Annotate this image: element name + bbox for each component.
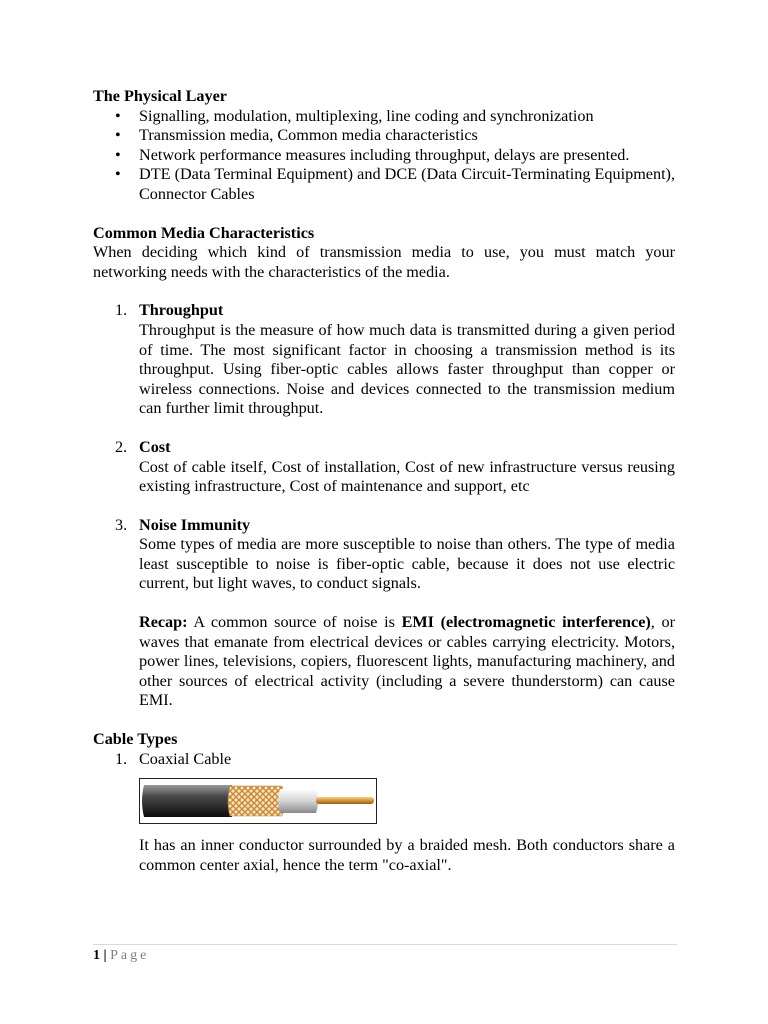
section-heading-cable-types: Cable Types [93, 730, 178, 749]
recap-text-post: , or waves that emanate from electrical devices or cables carrying electricity. Motors, power lines, televisions, copiers, fluorescent lights, manufacturing machinery, and other sources of electrical activity (including a severe thunderstorm) can cause EMI. [139, 613, 676, 710]
media-intro-paragraph: When deciding which kind of transmission media to use, you must match your networking needs with the characteristics of the media. [93, 243, 675, 281]
item-title-coaxial: Coaxial Cable [139, 749, 232, 768]
item-title-throughput: Throughput [139, 301, 224, 320]
cable-types-list [93, 750, 675, 876]
recap-term-emi: EMI (electromagnetic interference) [401, 613, 651, 632]
section-heading-media-characteristics: Common Media Characteristics [93, 223, 315, 242]
bullet-item: • DTE (Data Terminal Equipment) and DCE (Data Circuit-Terminating Equipment), Connector Cables [93, 165, 675, 204]
list-number: 3. [115, 515, 128, 534]
media-characteristics-list [93, 301, 675, 711]
list-number: 1. [115, 749, 128, 768]
item-title-cost: Cost [139, 437, 171, 456]
footer-separator: | [103, 948, 107, 963]
item-text-noise-immunity: Some types of media are more susceptible to noise than others. The type of media least susceptible to noise is fiber-optic cable, because it does not use electric current, but light waves, to conduct signals. [139, 535, 675, 593]
dielectric-insulator-shape [278, 789, 318, 813]
bullet-item: • Signalling, modulation, multiplexing, line coding and synchronization [93, 107, 675, 127]
document-page [93, 87, 675, 875]
list-item-cost [93, 438, 675, 497]
page-number: 1 [93, 948, 100, 963]
item-text-cost: Cost of cable itself, Cost of installation, Cost of new infrastructure versus reusing existing infrastructure, Cost of maintenance and support, etc [139, 457, 675, 496]
braided-shield-shape [228, 786, 284, 816]
list-item-coaxial [93, 750, 675, 876]
item-title-noise-immunity: Noise Immunity [139, 515, 251, 534]
section-heading-physical-layer: The Physical Layer [93, 87, 227, 105]
recap-label: Recap: [139, 613, 188, 632]
coaxial-description: It has an inner conductor surrounded by a braided mesh. Both conductors share a common center axial, hence the term "co-axial". [139, 836, 675, 874]
physical-layer-bullet-list [93, 107, 675, 205]
list-number: 2. [115, 437, 128, 456]
footer-divider [93, 944, 677, 945]
item-text-throughput: Throughput is the measure of how much data is transmitted during a given period of time. The most significant factor in choosing a transmission method is its throughput. Using fiber-optic cables allows faster throughput than copper or wireless connections. Noise and devices connected to the transmission medium can further limit throughput. [139, 320, 675, 418]
page-footer [93, 946, 149, 966]
coaxial-cable-image [139, 778, 377, 824]
copper-core-shape [316, 797, 374, 804]
outer-jacket-shape [142, 785, 234, 817]
list-item-throughput [93, 301, 675, 419]
list-number: 1. [115, 301, 128, 320]
recap-paragraph [139, 613, 675, 711]
recap-text-pre: A common source of noise is [187, 613, 402, 632]
list-item-noise-immunity [93, 516, 675, 711]
footer-page-label: Page [110, 948, 150, 963]
bullet-item: • Network performance measures including throughput, delays are presented. [93, 146, 675, 166]
bullet-item: • Transmission media, Common media characteristics [93, 126, 675, 146]
